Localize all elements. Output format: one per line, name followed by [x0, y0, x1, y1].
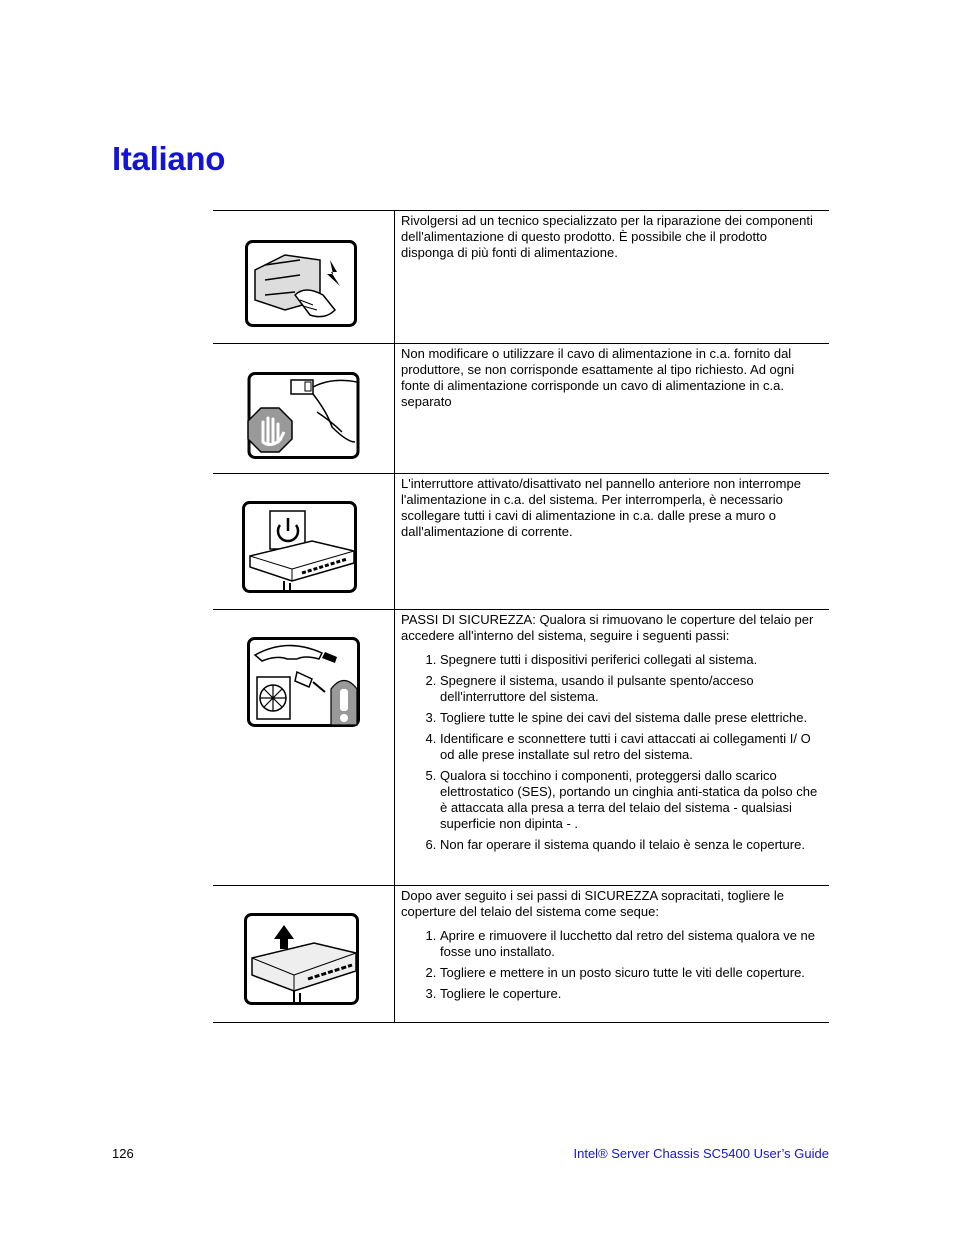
list-item: 3. Togliere tutte le spine dei cavi del sistema dalle prese elettriche. — [440, 710, 821, 726]
page-title: Italiano — [112, 140, 226, 177]
row-text: Non modificare o utilizzare il cavo di alimentazione in c.a. fornito dal produttore, se non corrisponde esattamente al tipo richiesto. Ad ogni fonte di alimentazione corrisponde un cavo di alimentazione in c.a. separato — [401, 346, 795, 409]
steps-list — [401, 652, 821, 853]
safety-table — [213, 210, 829, 1023]
list-item: 2. Togliere e mettere in un posto sicuro tutte le viti delle coperture. — [440, 965, 821, 981]
list-item: 3. Togliere le coperture. — [440, 986, 821, 1002]
table-row — [213, 211, 829, 344]
table-row — [213, 344, 829, 474]
steps-list — [401, 928, 821, 1002]
power-cord-stop-icon — [247, 372, 360, 460]
table-row — [213, 886, 829, 1023]
list-item: 6. Non far operare il sistema quando il telaio è senza le coperture. — [440, 837, 821, 853]
list-item: 1. Spegnere tutti i dispositivi periferici collegati al sistema. — [440, 652, 821, 668]
row-text: L'interruttore attivato/disattivato nel pannello anteriore non interrompe l'alimentazione in c.a. del sistema. Per interromperla, è necessario scollegare tutti i cavi di alimentazione in c.a. dalle prese a muro o dall'alimentazione di corrente. — [401, 476, 801, 539]
row-text: PASSI DI SICUREZZA: Qualora si rimuovano le coperture del telaio per accedere all'interno del sistema, seguire i seguenti passi: — [401, 612, 814, 643]
table-row — [213, 610, 829, 886]
page-number: 126 — [112, 1146, 134, 1161]
safety-steps-icon — [247, 637, 360, 727]
power-switch-chassis-icon — [242, 501, 357, 593]
list-item: 2. Spegnere il sistema, usando il pulsante spento/acceso dell'interruttore del sistema. — [440, 673, 821, 705]
table-row — [213, 474, 829, 610]
hazard-electric-icon — [245, 240, 357, 327]
remove-cover-icon — [244, 913, 359, 1005]
list-item: 1. Aprire e rimuovere il lucchetto dal retro del sistema qualora ve ne fosse uno installato. — [440, 928, 821, 960]
row-text: Dopo aver seguito i sei passi di SICUREZZA sopracitati, togliere le coperture del telaio del sistema come seque: — [401, 888, 784, 919]
row-text: Rivolgersi ad un tecnico specializzato per la riparazione dei componenti dell'alimentazione di questo prodotto. È possibile che il prodotto disponga di più fonti di alimentazione. — [401, 213, 813, 260]
footer-doc-title: Intel® Server Chassis SC5400 User’s Guide — [573, 1146, 829, 1161]
list-item: 4. Identificare e sconnettere tutti i cavi attaccati ai collegamenti I/ O od alle prese installate sul retro del sistema. — [440, 731, 821, 763]
list-item: 5. Qualora si tocchino i componenti, proteggersi dallo scarico elettrostatico (SES), portando un cinghia anti-statica da polso che è attaccata alla presa a terra del telaio del sistema - qualsiasi superficie non dipinta - . — [440, 768, 821, 832]
